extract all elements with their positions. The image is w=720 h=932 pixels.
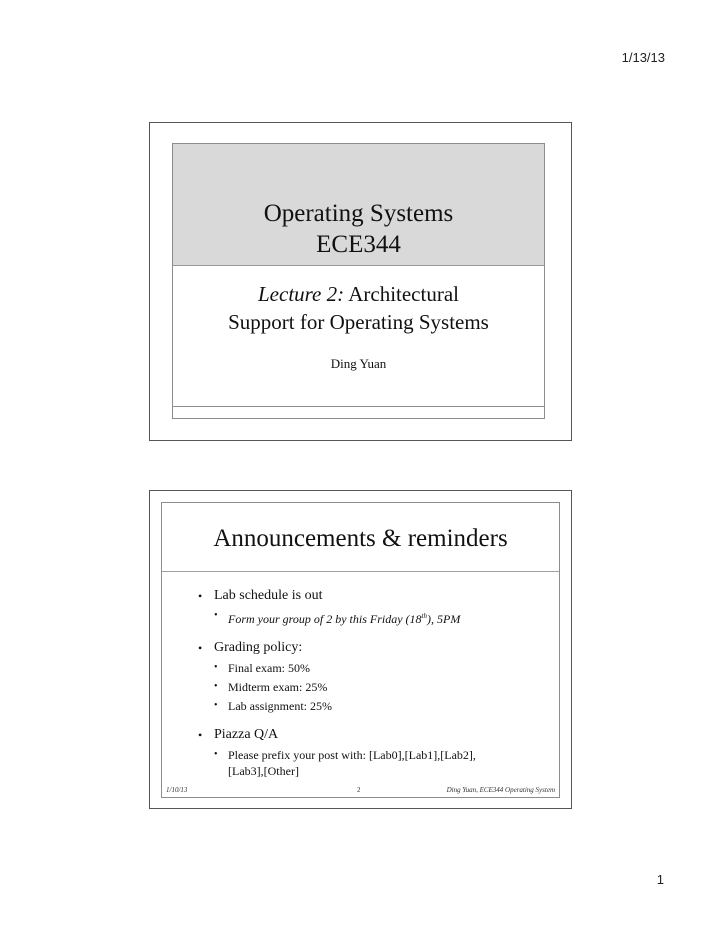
footer-course: Ding Yuan, ECE344 Operating System [446,786,555,794]
title-line-2: ECE344 [316,231,401,258]
slide-2-title: Announcements & reminders [213,525,508,552]
sub-bullet-group-deadline: • Form your group of 2 by this Friday (18th), 5PM [196,608,546,627]
bullet-lab-schedule: • Lab schedule is out [196,587,546,605]
page-number: 1 [656,872,664,887]
bottom-rule [173,406,544,407]
sub-bullet-lab-assignment: • Lab assignment: 25% [196,698,546,714]
footer-date: 1/10/13 [166,786,188,794]
footer-page-number: 2 [357,786,361,794]
slide-1-subtitle [173,280,544,336]
bullet-piazza: • Piazza Q/A [196,726,546,744]
slide-1-title [173,198,544,260]
title-rule [162,571,559,572]
bullet-grading-policy: • Grading policy: [196,639,546,657]
title-line-1: Operating Systems [263,200,454,227]
slide-2-footer [162,786,559,798]
subtitle-topic: Architectural [344,282,459,306]
slide-1-inner [172,143,545,419]
slide-1 [149,122,572,441]
title-band [173,144,544,266]
slide-2 [149,490,572,809]
sub-bullet-prefix: • Please prefix your post with: [Lab0],[Lab1],[Lab2], [Lab3],[Other] [196,747,546,779]
slide-2-inner [161,502,560,798]
subtitle-line-1 [173,280,544,308]
sub-bullet-final-exam: • Final exam: 50% [196,660,546,676]
slide-1-author: Ding Yuan [330,356,387,371]
sub-bullet-midterm-exam: • Midterm exam: 25% [196,679,546,695]
subtitle-lecture-label: Lecture 2: [258,282,345,306]
subtitle-line-2: Support for Operating Systems [228,310,489,334]
bullet-list [196,581,546,779]
page-date: 1/13/13 [621,50,665,65]
